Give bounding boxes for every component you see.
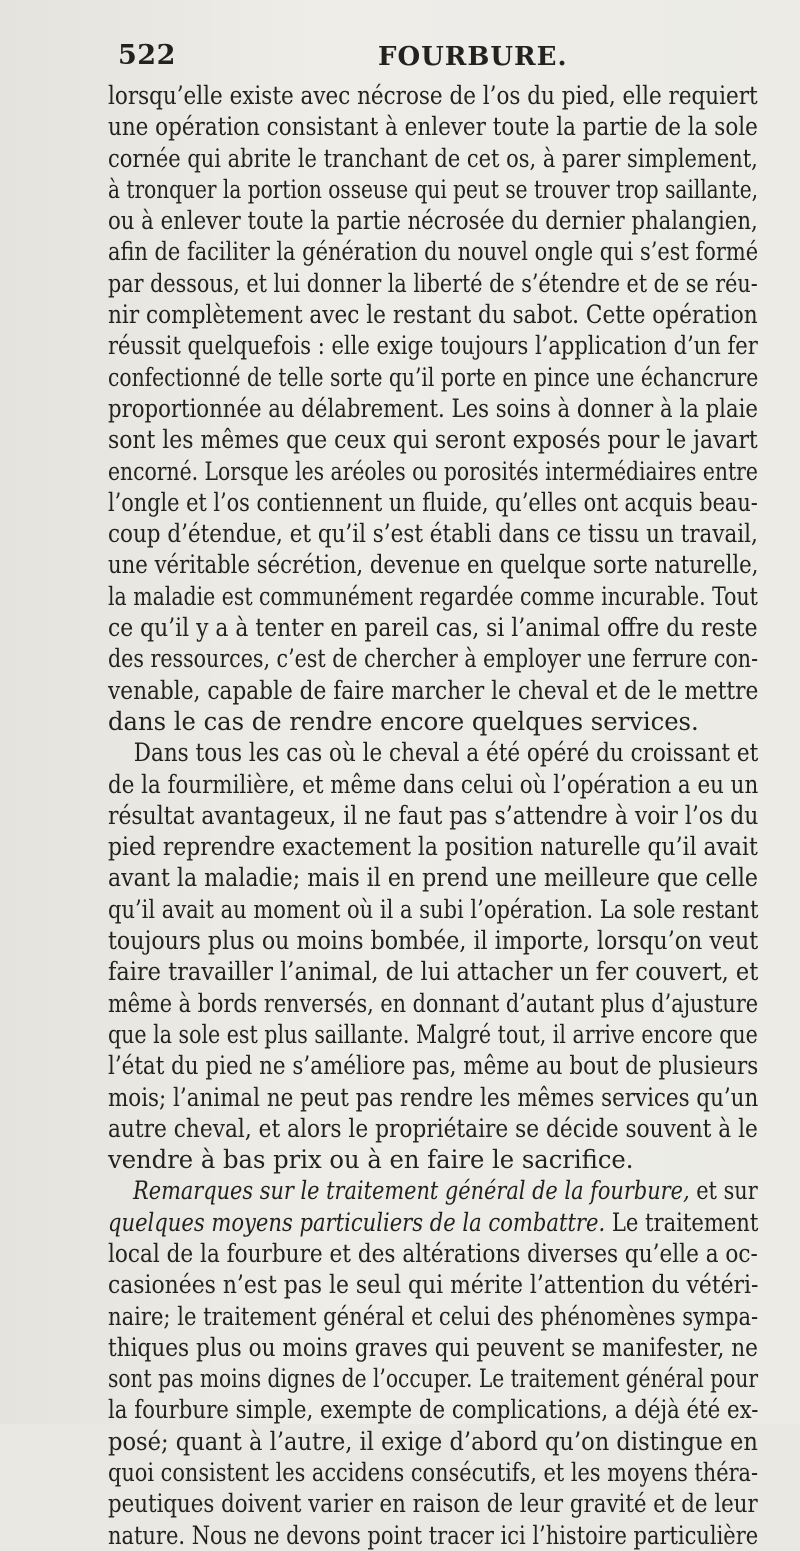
text-line: toujours plus ou moins bombée, il importe, lorsqu’on veut <box>108 926 759 956</box>
text-fragment: et sur <box>689 1176 758 1206</box>
text-line: par dessous, et lui donner la liberté de s’étendre et de se réu- <box>108 268 758 298</box>
text-line: une opération consistant à enlever toute la partie de la sole <box>108 112 758 142</box>
page-number: 522 <box>118 40 176 71</box>
text-line: nature. Nous ne devons point tracer ici l’histoire particulière <box>108 1520 759 1550</box>
text-line <box>108 1207 758 1238</box>
paragraph-3 <box>108 1175 758 1551</box>
text-line: coup d’étendue, et qu’il s’est établi dans ce tissu un travail, <box>108 519 758 549</box>
text-line: local de la fourbure et des altérations diverses qu’elle a oc- <box>108 1238 758 1268</box>
text-line: réussit quelquefois : elle exige toujours l’application d’un fer <box>108 331 758 361</box>
text-line: la maladie est communément regardée comme incurable. Tout <box>108 581 758 611</box>
text-line: faire travailler l’animal, de lui attacher un fer couvert, et <box>108 957 759 987</box>
paragraph-2 <box>108 737 758 1175</box>
text-line: lorsqu’elle existe avec nécrose de l’os du pied, elle requiert <box>108 81 758 110</box>
text-line: ou à enlever toute la partie nécrosée du dernier phalangien, <box>108 206 758 236</box>
text-line: autre cheval, et alors le propriétaire se décide souvent à le <box>108 1113 758 1143</box>
text-line: pied reprendre exactement la position naturelle qu’il avait <box>108 832 758 862</box>
text-line: naire; le traitement général et celui des phénomènes sympa- <box>108 1301 759 1331</box>
text-line: une véritable sécrétion, devenue en quelque sorte naturelle, <box>108 550 759 580</box>
text-line: mois; l’animal ne peut pas rendre les mêmes services qu’un <box>108 1082 759 1112</box>
running-title: FOURBURE. <box>378 42 568 72</box>
text-line: venable, capable de faire marcher le cheval et de le mettre <box>108 675 759 705</box>
text-line: quoi consistent les accidens consécutifs, et les moyens théra- <box>108 1458 759 1488</box>
section-heading: quelques moyens particuliers de la combattre. <box>108 1207 606 1237</box>
body-text <box>108 80 758 1551</box>
section-heading: Remarques sur le traitement général de la fourbure, <box>133 1176 690 1206</box>
page-header <box>118 40 678 80</box>
text-line: proportionnée au délabrement. Les soins à donner à la plaie <box>108 393 758 423</box>
text-line: l’état du pied ne s’améliore pas, même au bout de plusieurs <box>108 1051 759 1081</box>
text-line: posé; quant à l’autre, il exige d’abord qu’on distingue en <box>108 1426 758 1456</box>
text-line: même à bords renversés, en donnant d’autant plus d’ajusture <box>108 988 759 1018</box>
text-line: sont pas moins dignes de l’occuper. Le traitement général pour <box>108 1364 759 1394</box>
text-fragment: Le traitement <box>605 1207 759 1237</box>
text-line: encorné. Lorsque les aréoles ou porosités intermédiaires entre <box>108 456 758 486</box>
text-line: cornée qui abrite le tranchant de cet os, à parer simplement, <box>108 143 758 173</box>
text-line: de la fourmilière, et même dans celui où l’opération a eu un <box>108 769 759 799</box>
text-line: dans le cas de rendre encore quelques services. <box>108 706 699 736</box>
text-line <box>108 1175 783 1206</box>
text-line: que la sole est plus saillante. Malgré tout, il arrive encore que <box>108 1019 758 1049</box>
text-line: des ressources, c’est de chercher à employer une ferrure con- <box>108 644 759 674</box>
text-line: à tronquer la portion osseuse qui peut se trouver trop saillante, <box>108 174 759 204</box>
text-line: qu’il avait au moment où il a subi l’opération. La sole restant <box>108 894 759 924</box>
text-line: avant la maladie; mais il en prend une meilleure que celle <box>108 863 759 893</box>
text-line: l’ongle et l’os contiennent un fluide, qu’elles ont acquis beau- <box>108 487 758 517</box>
text-line: ce qu’il y a à tenter en pareil cas, si l’animal offre du reste <box>108 613 758 643</box>
text-line: sont les mêmes que ceux qui seront exposés pour le javart <box>108 425 758 455</box>
text-line: confectionné de telle sorte qu’il porte en pince une échancrure <box>108 362 759 392</box>
text-line: vendre à bas prix ou à en faire le sacrifice. <box>108 1145 634 1175</box>
text-line: casionées n’est pas le seul qui mérite l’attention du vétéri- <box>108 1270 759 1300</box>
text-line: thiques plus ou moins graves qui peuvent se manifester, ne <box>108 1332 758 1362</box>
text-line: peutiques doivent varier en raison de leur gravité et de leur <box>108 1489 758 1519</box>
text-line: résultat avantageux, il ne faut pas s’attendre à voir l’os du <box>108 800 759 830</box>
text-line: Dans tous les cas où le cheval a été opéré du croissant et <box>133 738 759 768</box>
text-line: la fourbure simple, exempte de complications, a déjà été ex- <box>108 1395 759 1425</box>
text-line: nir complètement avec le restant du sabot. Cette opération <box>108 300 758 330</box>
text-line: afin de faciliter la génération du nouvel ongle qui s’est formé <box>108 237 759 267</box>
paragraph-1 <box>108 80 758 737</box>
